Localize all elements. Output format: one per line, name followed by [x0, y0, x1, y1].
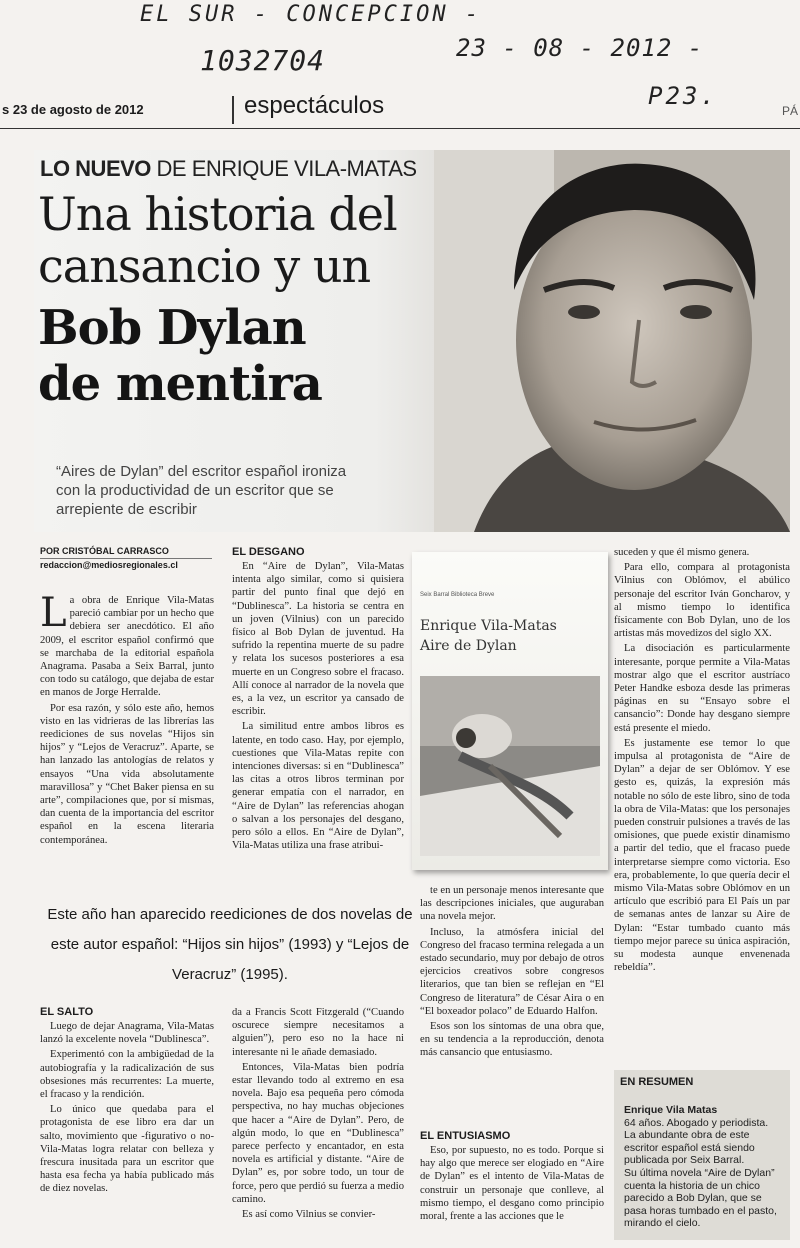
drop-cap: L [40, 590, 67, 636]
paragraph: Entonces, Vila-Matas bien podría estar llevando todo al extremo en esa novela. Bajo esa pequeña pero cómoda perspectiva, no hay muchas objeciones que hacer a “Aire de Dylan”. Pero, de algún modo, lo que en “Dublinesca” parece perfecto y encantador, en esta novela es artificial y distante. “Aire de Dylan” es, por sobre todo, un tour de force, pero que perdió su fuerza a medio camino. [232, 1061, 404, 1205]
book-cover-photo [420, 676, 600, 856]
summary-line: Su última novela “Aire de Dylan” cuenta la historia de un chico parecido a Bob Dylan, que se pasa horas tumbado en el pasto, mirando el cielo. [624, 1166, 777, 1230]
paragraph: La similitud entre ambos libros es latente, en todo caso. Hay, por ejemplo, cuestiones que Vila-Matas repite con intenciones diversas: si en “Dublinesca” las citas a otros libros terminan por generar empatía con el narrador, en “Aire de Dylan” las referencias ahogan o salvan a los personajes del desgano, pero sólo a ellos. En “Aire de Dylan”, Vila-Matas utiliza una frase atribui- [232, 721, 404, 852]
article-kicker [40, 156, 417, 182]
summary-line: La abundante obra de este escritor español está siendo publicada por Seix Barral. [624, 1129, 755, 1167]
paragraph: Eso, por supuesto, no es todo. Porque si hay algo que merece ser elogiado en “Aire de Dylan” es el intento de Vila-Matas de construir un personaje que conlleve, al mismo tiempo, el desgano como principio moral, frente a las acciones que le [420, 1145, 604, 1223]
paragraph: Experimentó con la ambigüedad de la autobiografía y la radicalización de sus obsesiones más recurrentes: La muerte, el fracaso y la rendición. [40, 1049, 214, 1101]
paragraph: La disociación es particularmente interesante, porque permite a Vila-Matas mostrar algo que el escritor austríaco Peter Handke esboza desde las primeras páginas en su “Ensayo sobre el cansancio”: Donde hay desgano siempre está presente el miedo. [614, 643, 790, 734]
handwritten-source: EL SUR - CONCEPCION - [140, 2, 482, 27]
paragraph: Luego de dejar Anagrama, Vila-Matas lanzó la excelente novela “Dublinesca”. [40, 1021, 214, 1046]
header-date: s 23 de agosto de 2012 [2, 102, 144, 117]
book-publisher: Seix Barral Biblioteca Breve [420, 592, 495, 598]
kicker-rest: DE ENRIQUE VILA-MATAS [150, 156, 417, 181]
paragraph: Esos son los síntomas de una obra que, en su tendencia a la reproducción, denota más cansancio que entusiasmo. [420, 1021, 604, 1059]
article-lede: “Aires de Dylan” del escritor español ironiza con la productividad de un escritor que se arrepiente de escribir [56, 463, 347, 518]
pull-quote: Este año han aparecido reediciones de dos novelas de este autor español: “Hijos sin hijos” (1993) y “Lejos de Veracruz” (1995). [47, 906, 413, 983]
book-author: Enrique Vila-Matas [420, 618, 557, 634]
headline-line-1: Una historia del [38, 187, 397, 241]
paragraph: Para ello, compara al protagonista Vilnius con Oblómov, el abúlico personaje del escritor Iván Goncharov, y al mismo tiempo lo identifica físicamente con Bob Dylan, uno de los artistas más movedizos del siglo XX. [614, 562, 790, 640]
author-portrait [434, 150, 790, 532]
paragraph: a obra de Enrique Vila-Matas pareció cambiar por un hecho que debiera ser anecdótico. El año 2009, el escritor español confirmó que se marchaba de la editorial española Anagrama. Pasaba a Seix Barral, junto con todo su catálogo, que dejaba de estar en manos de Jorge Herralde. [40, 595, 214, 699]
kicker-bold: LO NUEVO [40, 156, 151, 181]
summary-body [624, 1104, 786, 1230]
byline-email: redaccion@mediosregionales.cl [40, 560, 178, 570]
headline-bold [38, 300, 322, 412]
book-cover [412, 552, 608, 870]
summary-title: EN RESUMEN [620, 1076, 694, 1088]
paragraph: Es así como Vilnius se convier- [242, 1209, 376, 1221]
column-3 [614, 546, 790, 977]
column-1 [40, 590, 214, 849]
headline-line-4: de mentira [38, 356, 322, 412]
header-divider [232, 96, 234, 124]
summary-name: Enrique Vila Matas [624, 1104, 718, 1116]
handwritten-date: 23 - 08 - 2012 - [456, 34, 704, 62]
summary-line: 64 años. Abogado y periodista. [624, 1116, 769, 1129]
headline-line-2: cansancio y un [38, 239, 371, 293]
column-salto [40, 1020, 214, 1198]
handwritten-code: 1032704 [200, 44, 326, 77]
headline-line-3: Bob Dylan [38, 300, 306, 356]
byline: POR CRISTÓBAL CARRASCO [40, 546, 212, 559]
paragraph: En “Aire de Dylan”, Vila-Matas intenta algo similar, como si quisiera partir del punto final que dejó en “Dublinesca”. La historia se centra en un joven (Vilnius) con un parecido físico al Bob Dylan de juventud. Ha sufrido la repentina muerte de su padre y relata los sucesos posteriores a esa muerte en un Congreso sobre el fracaso. Allí conoce al narrador de la novela que es, a la vez, un escritor ya cansado de escribir. [232, 561, 404, 718]
column-entusiasmo [420, 1144, 604, 1225]
paragraph: Lo único que quedaba para el protagonista de ese libro era dar un salto, movimiento que -figurativo o no- Vila-Matas logra relatar con belleza y frescura inusitada para un escritor que hasta esa fecha ya había publicado más de diez novelas. [40, 1104, 214, 1195]
handwritten-page: P23. [648, 82, 718, 110]
subhead-desgano: EL DESGANO [232, 546, 305, 558]
book-title: Aire de Dylan [420, 638, 517, 654]
subhead-salto: EL SALTO [40, 1006, 94, 1018]
column-fitzgerald [232, 1006, 404, 1223]
paragraph: Por esa razón, y sólo este año, hemos visto en las vidrieras de las librerías las reediciones de sus novelas “Hijos sin hijos” y “Lejos de Veracruz”. Aparte, se han lanzado las antologías de relatos y ensayos “Una vida absolutamente maravillosa” y “Chet Baker piensa en su arte”, compilaciones que, por sí mismas, dan cuenta de la importancia del escritor español en la escena literaria contemporánea. [40, 702, 214, 846]
subhead-entusiasmo: EL ENTUSIASMO [420, 1130, 511, 1142]
paragraph: Es justamente ese temor lo que impulsa al protagonista de “Aire de Dylan” a dejar de ser Oblómov. Y ese gesto es, quizás, la expresión más notable no sólo de este libro, sino de toda la obra de Vila-Matas: que los personajes pueden construir pulsiones a través de las omisiones, que puede existir dinamismo a partir del tedio, que el fracaso puede interpretarse siempre como victoria. Eso era, probablemente, lo que quería decir el mismo Vila-Matas sobre Oblómov en un artículo que escribió para El País un par de semanas antes de lanzar su Aire de Dylan: “Estar tumbado cuanto más tiempo mejor parece su única aspiración, su modesta aunque envenenada rebeldía”. [614, 737, 790, 974]
page-label: PÁ [781, 104, 798, 118]
section-name: espectáculos [244, 92, 385, 119]
headline-light [38, 188, 397, 292]
column-middle [420, 884, 604, 1062]
column-2 [232, 560, 404, 854]
paragraph: suceden y que él mismo genera. [614, 547, 750, 558]
paragraph: te en un personaje menos interesante que las descripciones iniciales, que auguraban una novela mejor. [420, 885, 604, 923]
paragraph: Incluso, la atmósfera inicial del Congreso del fracaso termina relegada a un estado secundario, muy por debajo de otros ejercicios creativos sobre congresos literarios, que tan bien se reflejan en “El Congreso de literatura” de César Aira o en “El boxeador polaco” de Eduardo Halfon. [420, 926, 604, 1017]
paragraph: da a Francis Scott Fitzgerald (“Cuando oscurece siempre necesitamos a alguien”), pero eso no la hace ni interesante ni le añade demasiado. [232, 1007, 404, 1058]
page-header [0, 88, 800, 129]
